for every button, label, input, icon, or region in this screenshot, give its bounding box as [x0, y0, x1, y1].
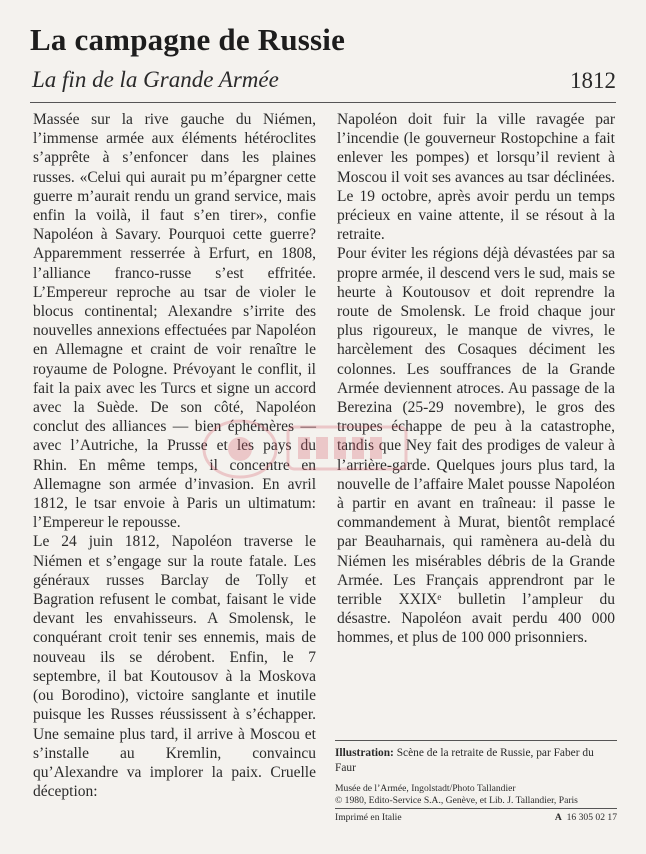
printed-in: Imprimé en Italie [335, 812, 402, 823]
card-code [555, 812, 617, 823]
illustration-text: Scène de la retraite de Russie, par Faber du Faur [335, 747, 594, 774]
watermark-stamp [190, 405, 420, 491]
card-number: 16 305 02 17 [566, 812, 617, 823]
credit-line: Musée de l’Armée, Ingolstadt/Photo Tallandier [335, 783, 516, 794]
footer-divider-2 [335, 808, 617, 809]
paragraph: Pour éviter les régions déjà dévastées par sa propre armée, il descend vers le sud, mais se heurte à Koutousov et doit reprendre la route de Smolensk. Le froid chaque jour plus rigoureux, le manque de vivres, le harcèlement des Cosaques déciment les colonnes. Les souffrances de la Grande Armée deviennent atroces. Au passage de la Berezina (25-29 novembre), le gros des troupes échappe de peu à la catastrophe, tandis que Ney fait des prodiges de valeur à l’arrière-garde. Quelques jours plus tard, la nouvelle de l’affaire Malet pousse Napoléon à partir en avant en traîneau: il passe le commandement à Murat, bientôt remplacé par Beauharnais, qui ramènera au-delà du Niémen les misérables débris de la Grande Armée. Les Français apprendront par le terrible XXIXᵉ bulletin l’ampleur du désastre. Napoléon avait perdu 400 000 hommes, et plus de 100 000 prisonniers. [337, 245, 615, 647]
page-title: La campagne de Russie [30, 22, 346, 57]
paragraph: Le 24 juin 1812, Napoléon traverse le Niémen et s’engage sur la route fatale. Les généraux russes Barclay de Tolly et Bagration refusent le combat, faisant le vide devant les envahisseurs. A Smolensk, le conquérant croit tenir ses ennemis, mais de nouveau ils se dérobent. Enfin, le 7 septembre, il bat Koutousov à la Moskova (ou Borodino), victoire sanglante et inutile puisque les Russes réussissent à s’échapper. Une semaine plus tard, il arrive à Moscou et s’installe au Kremlin, convaincu qu’Alexandre va implorer la paix. Cruelle déception: [33, 533, 316, 801]
page-subtitle: La fin de la Grande Armée [32, 67, 279, 92]
footer-divider [335, 740, 617, 741]
imprint-line [335, 812, 617, 823]
credit-line: © 1980, Edito-Service S.A., Genève, et Lib. J. Tallandier, Paris [335, 795, 578, 806]
illustration-caption [335, 746, 617, 775]
photo-credits [335, 783, 617, 807]
series-letter: A [554, 812, 562, 823]
illustration-label: Illustration: [335, 747, 394, 759]
year-label: 1812 [570, 68, 616, 93]
paragraph: Napoléon doit fuir la ville ravagée par l’incendie (le gouverneur Rostopchine a fait enlever les pompes) et lorsqu’il revient à Moscou il voit ses avances au tsar déclinées. Le 19 octobre, après avoir perdu un temps précieux en vaine attente, il se résout à la retraite. [337, 111, 615, 244]
header-divider [30, 102, 616, 103]
right-column [337, 110, 615, 648]
paragraph: Massée sur la rive gauche du Niémen, l’immense armée aux éléments hétéroclites s’apprête à s’enfoncer dans les plaines russes. «Celui qui aurait pu m’épargner cette guerre m’aurait rendu un grand service, mais enfin la voilà, il faut s’en tirer», confie Napoléon à Savary. Pourquoi cette guerre? Apparemment resserrée à Erfurt, en 1808, l’alliance franco-russe s’est effritée. L’Empereur reproche au tsar de violer le blocus continental; Alexandre s’irrite des nouvelles annexions effectuées par Napoléon en Allemagne et craint de voir renaître le royaume de Pologne. Prévoyant le conflit, il fait la paix avec les Turcs et signe un accord avec la Suède. De son côté, Napoléon conclut des alliances — bien éphémères — avec l’Autriche, la Prusse et les pays du Rhin. En même temps, il concentre en Allemagne son armée d’invasion. En avril 1812, le tsar envoie à Paris un ultimatum: l’Empereur le repousse. [33, 111, 316, 532]
